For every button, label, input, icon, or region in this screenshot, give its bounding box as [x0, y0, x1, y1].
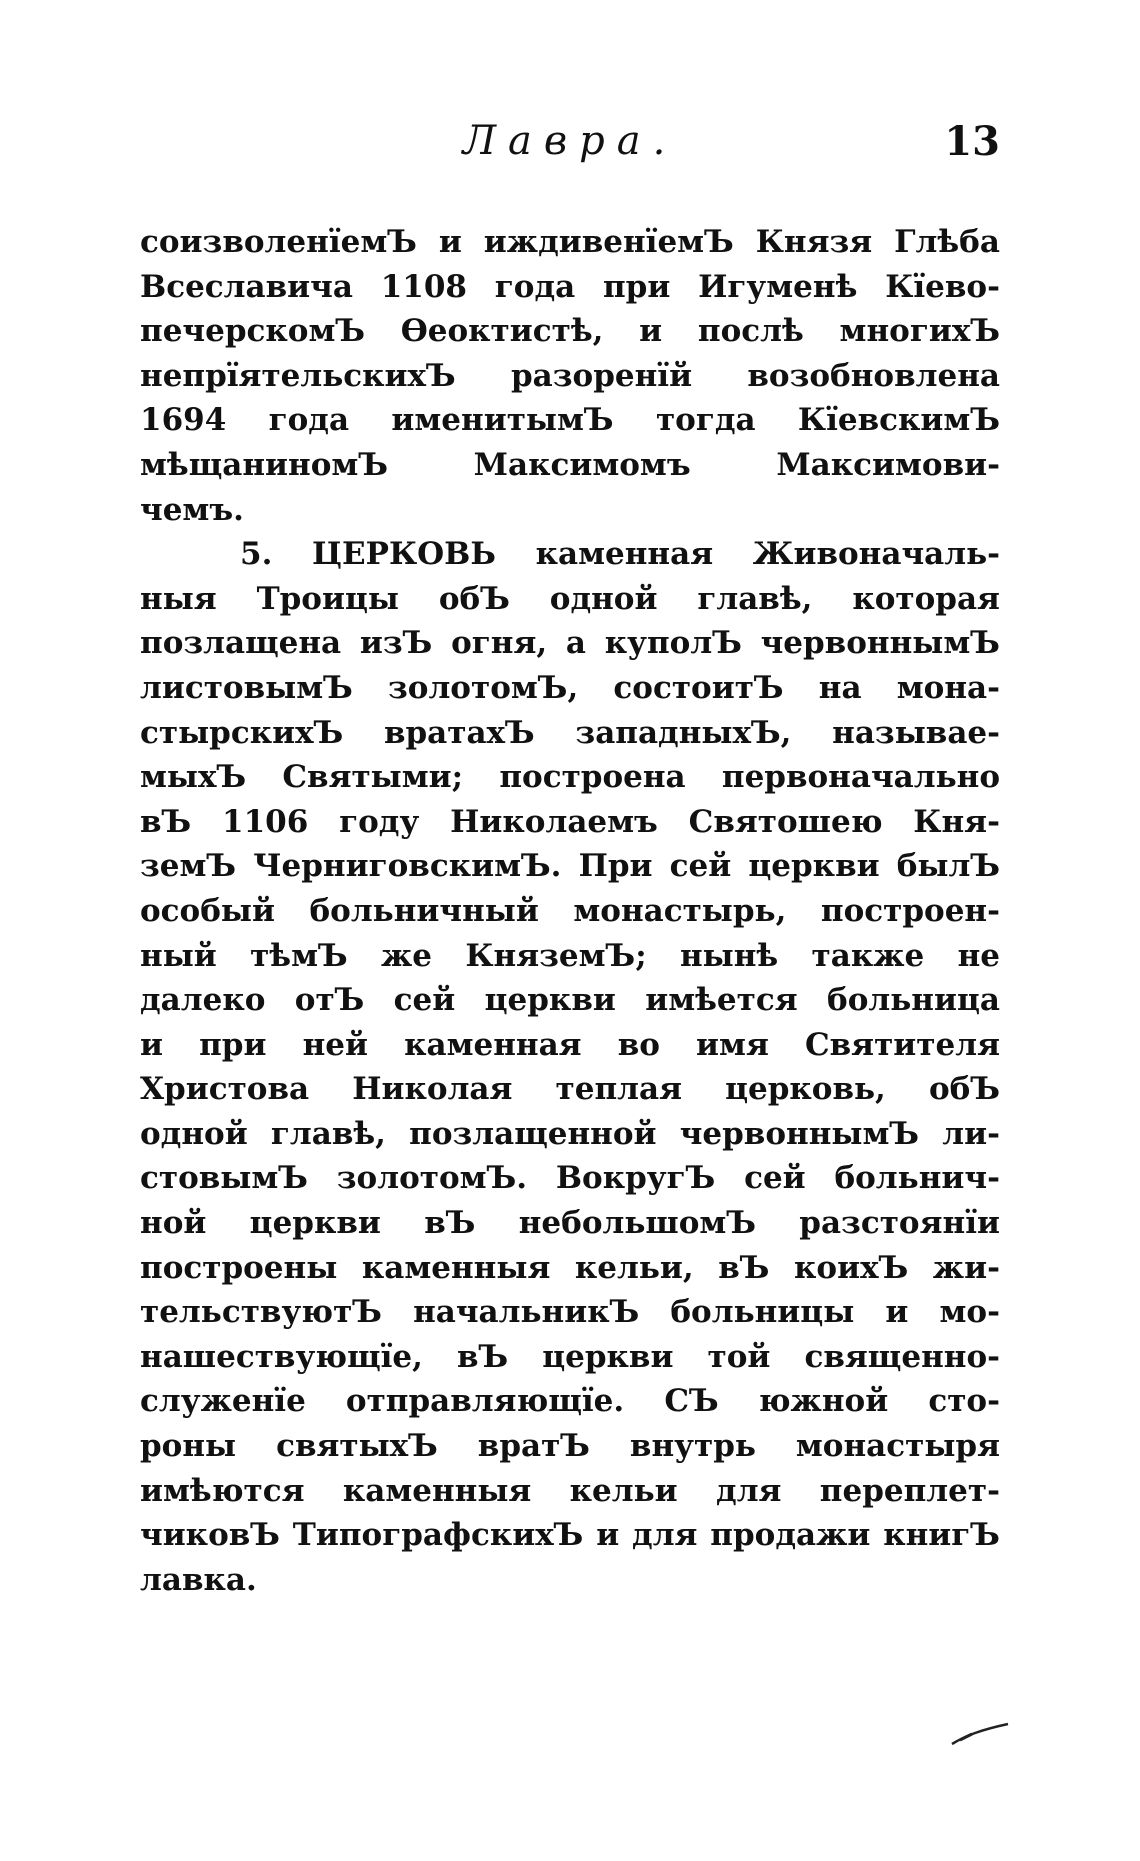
text-line: ной церкви вЪ небольшомЪ разстоянїи	[140, 1205, 1000, 1242]
text-line: и при ней каменная во имя Святителя	[140, 1026, 1000, 1063]
text-line: печерскомЪ Өеоктистѣ, и послѣ многихЪ	[140, 313, 1000, 350]
text-line: одной главѣ, позлащенной червоннымЪ ли-	[140, 1115, 1000, 1152]
text-line: 5. ЦЕРКОВЬ каменная Живоначаль-	[240, 536, 1000, 573]
body-text	[140, 220, 1000, 1602]
text-line: мыхЪ Святыми; построена первоначально	[140, 759, 1000, 796]
page-number: 13	[944, 118, 1000, 165]
text-line: ныя Троицы обЪ одной главѣ, которая	[140, 580, 1000, 617]
ink-mark-decoration	[950, 1722, 1010, 1746]
text-line: стовымЪ золотомЪ. ВокругЪ сей больнич-	[140, 1160, 1000, 1197]
text-line: лавка.	[140, 1561, 257, 1598]
text-line: роны святыхЪ вратЪ внутрь монастыря	[140, 1428, 1000, 1465]
text-line: особый больничный монастырь, построен-	[140, 892, 1000, 929]
paragraph-2	[140, 532, 1000, 1602]
text-line: построены каменныя кельи, вЪ коихЪ жи-	[140, 1249, 1000, 1286]
text-line: тельствуютЪ начальникЪ больницы и мо-	[140, 1294, 1000, 1331]
text-line: непрїятельскихЪ разоренїй возобновлена	[140, 357, 1000, 394]
page-header	[140, 118, 1000, 178]
text-line: имѣются каменныя кельи для переплет-	[140, 1472, 1000, 1509]
paragraph-1	[140, 220, 1000, 532]
text-line: служенїе отправляющїе. СЪ южной сто-	[140, 1383, 1000, 1420]
text-line: 1694 года именитымЪ тогда КїевскимЪ	[140, 402, 1000, 439]
text-line: мѣщаниномЪ Максимомъ Максимови-	[140, 446, 1000, 483]
text-line: ный тѣмЪ же КняземЪ; нынѣ также не	[140, 937, 1000, 974]
text-line: соизволенїемЪ и иждивенїемЪ Князя Глѣба	[140, 224, 1000, 260]
running-title: Лавра.	[462, 118, 678, 164]
text-line: Христова Николая теплая церковь, обЪ	[140, 1071, 1000, 1108]
text-line: нашествующїе, вЪ церкви той священно-	[140, 1338, 1000, 1375]
text-line: листовымЪ золотомЪ, состоитЪ на мона-	[140, 669, 1000, 706]
text-line: стырскихЪ вратахЪ западныхЪ, называе-	[140, 714, 1000, 751]
text-line: Всеславича 1108 года при Игуменѣ Кїево-	[140, 268, 1000, 305]
text-line: чиковЪ ТипографскихЪ и для продажи книгЪ	[140, 1517, 1000, 1554]
text-line: чемъ.	[140, 491, 244, 528]
text-line: вЪ 1106 году Николаемъ Святошею Кня-	[140, 803, 1000, 840]
text-line: земЪ ЧерниговскимЪ. При сей церкви былЪ	[140, 848, 1000, 885]
text-line: позлащена изЪ огня, а куполЪ червоннымЪ	[140, 625, 1000, 662]
text-line: далеко отЪ сей церкви имѣется больница	[140, 982, 1000, 1019]
